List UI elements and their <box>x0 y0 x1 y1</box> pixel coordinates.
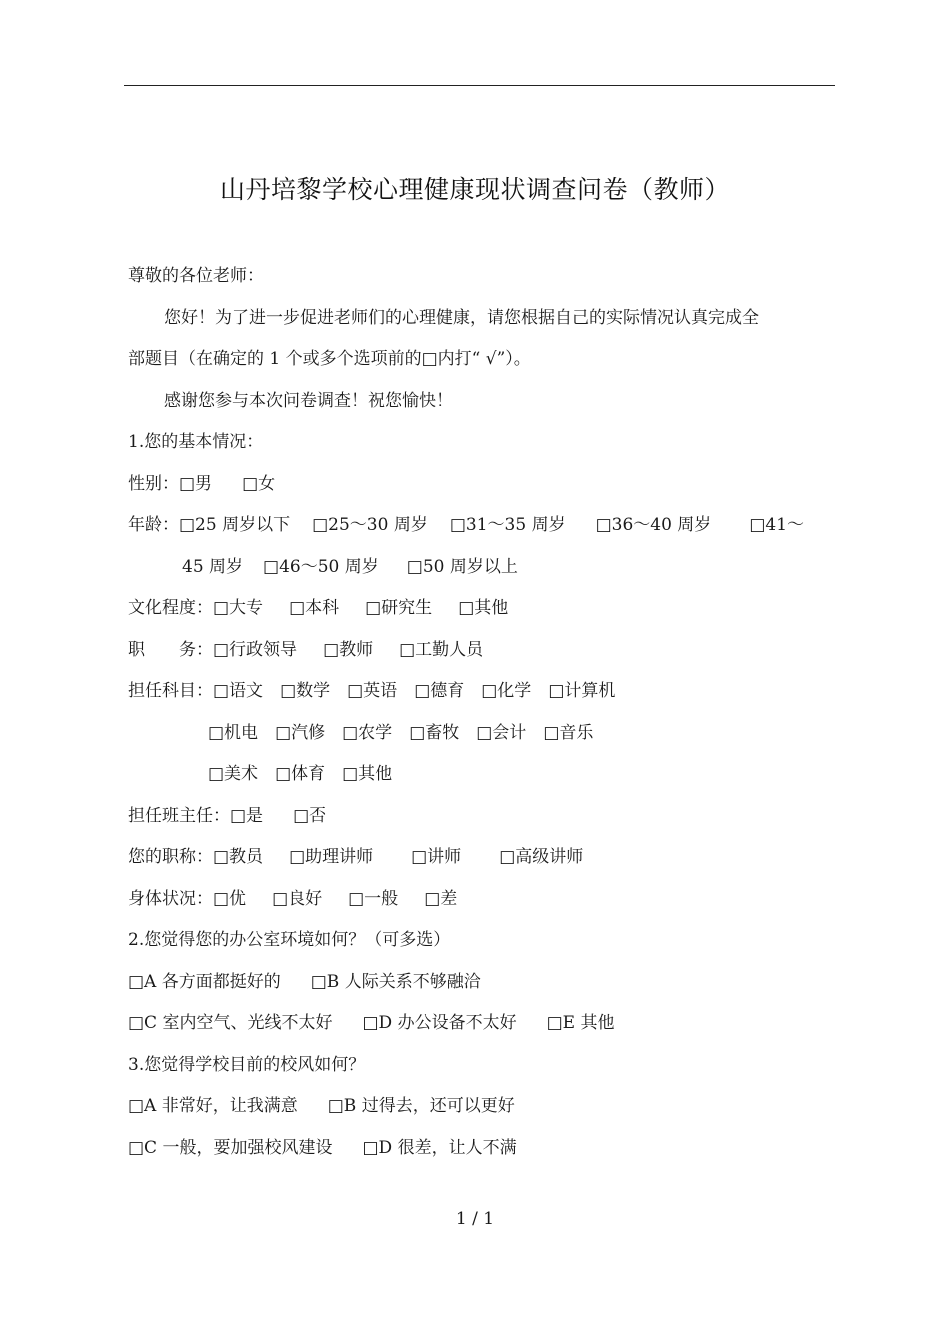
subjects-row-1 <box>128 680 615 702</box>
education-option-associate[interactable]: □大专 <box>213 598 264 618</box>
title-rank-option-assistant-lecturer[interactable]: □助理讲师 <box>289 847 374 867</box>
homeroom-row <box>128 805 326 827</box>
gender-label: 性别： <box>128 474 179 494</box>
subject-option-animal-husbandry[interactable]: □畜牧 <box>409 723 460 743</box>
position-row <box>128 639 483 661</box>
position-label: 职 务： <box>128 640 213 660</box>
subject-option-moral[interactable]: □德育 <box>414 681 465 701</box>
subject-option-chinese[interactable]: □语文 <box>213 681 264 701</box>
education-label: 文化程度： <box>128 598 213 618</box>
age-row-2 <box>182 556 518 578</box>
q3-row-2 <box>128 1137 517 1159</box>
subject-option-auto-repair[interactable]: □汽修 <box>275 723 326 743</box>
q1-heading: 1.您的基本情况： <box>128 432 264 452</box>
q3-option-c[interactable]: □C 一般，要加强校风建设 <box>128 1138 333 1158</box>
subject-option-english[interactable]: □英语 <box>347 681 398 701</box>
q3-option-b[interactable]: □B 过得去，还可以更好 <box>327 1096 515 1116</box>
age-option-over-50[interactable]: □50 周岁以上 <box>406 557 518 577</box>
page-title: 山丹培黎学校心理健康现状调查问卷（教师） <box>219 175 730 204</box>
homeroom-label: 担任班主任： <box>128 806 230 826</box>
subject-option-agriculture[interactable]: □农学 <box>342 723 393 743</box>
age-option-36-40[interactable]: □36～40 周岁 <box>595 515 712 535</box>
health-option-poor[interactable]: □差 <box>424 889 458 909</box>
greeting: 尊敬的各位老师： <box>128 266 264 286</box>
age-option-31-35[interactable]: □31～35 周岁 <box>449 515 566 535</box>
subjects-row-2 <box>208 722 593 744</box>
q2-option-c[interactable]: □C 室内空气、光线不太好 <box>128 1013 333 1033</box>
health-option-excellent[interactable]: □优 <box>213 889 247 909</box>
title-rank-option-senior-lecturer[interactable]: □高级讲师 <box>499 847 584 867</box>
age-option-41-45-cont: 45 周岁 <box>182 557 244 577</box>
q2-option-b[interactable]: □B 人际关系不够融洽 <box>310 972 481 992</box>
subject-option-pe[interactable]: □体育 <box>275 764 326 784</box>
q3-option-d[interactable]: □D 很差，让人不满 <box>362 1138 517 1158</box>
age-option-under-25[interactable]: □25 周岁以下 <box>179 515 291 535</box>
subjects-label: 担任科目： <box>128 681 213 701</box>
title-rank-row <box>128 846 583 868</box>
q2-row-1 <box>128 971 481 993</box>
gender-row <box>128 473 275 495</box>
age-option-46-50[interactable]: □46～50 周岁 <box>263 557 379 577</box>
age-row-1 <box>128 514 804 536</box>
q2-option-e[interactable]: □E 其他 <box>546 1013 615 1033</box>
homeroom-option-yes[interactable]: □是 <box>230 806 264 826</box>
position-option-staff[interactable]: □工勤人员 <box>399 640 484 660</box>
education-option-graduate[interactable]: □研究生 <box>365 598 433 618</box>
age-label: 年龄： <box>128 515 179 535</box>
homeroom-option-no[interactable]: □否 <box>293 806 327 826</box>
education-option-other[interactable]: □其他 <box>458 598 509 618</box>
title-rank-option-lecturer[interactable]: □讲师 <box>411 847 462 867</box>
q2-heading: 2.您觉得您的办公室环境如何？（可多选） <box>128 930 451 950</box>
intro-line-1: 您好！为了进一步促进老师们的心理健康，请您根据自己的实际情况认真完成全 <box>164 308 759 328</box>
q2-option-a[interactable]: □A 各方面都挺好的 <box>128 972 281 992</box>
position-option-teacher[interactable]: □教师 <box>323 640 374 660</box>
title-rank-label: 您的职称： <box>128 847 213 867</box>
subject-option-math[interactable]: □数学 <box>280 681 331 701</box>
position-option-admin[interactable]: □行政领导 <box>213 640 298 660</box>
health-option-good[interactable]: □良好 <box>272 889 323 909</box>
q3-row-1 <box>128 1095 515 1117</box>
gender-option-male[interactable]: □男 <box>179 474 213 494</box>
thanks-line: 感谢您参与本次问卷调查！祝您愉快！ <box>164 391 453 411</box>
gender-option-female[interactable]: □女 <box>242 474 276 494</box>
health-option-average[interactable]: □一般 <box>348 889 399 909</box>
age-option-41-45[interactable]: □41～ <box>749 515 805 535</box>
q2-option-d[interactable]: □D 办公设备不太好 <box>362 1013 517 1033</box>
education-option-bachelor[interactable]: □本科 <box>289 598 340 618</box>
education-row <box>128 597 508 619</box>
subjects-row-3 <box>208 763 392 785</box>
q3-option-a[interactable]: □A 非常好，让我满意 <box>128 1096 298 1116</box>
subject-option-art[interactable]: □美术 <box>208 764 259 784</box>
q3-heading: 3.您觉得学校目前的校风如何？ <box>128 1055 366 1075</box>
page-number: 1 / 1 <box>455 1209 495 1229</box>
intro-line-2: 部题目（在确定的 1 个或多个选项前的□内打“ √”）。 <box>128 349 531 369</box>
subject-option-music[interactable]: □音乐 <box>543 723 594 743</box>
subject-option-chemistry[interactable]: □化学 <box>481 681 532 701</box>
subject-option-computer[interactable]: □计算机 <box>548 681 616 701</box>
subject-option-electromechanical[interactable]: □机电 <box>208 723 259 743</box>
subject-option-other[interactable]: □其他 <box>342 764 393 784</box>
header-rule <box>124 85 835 86</box>
health-label: 身体状况： <box>128 889 213 909</box>
subject-option-accounting[interactable]: □会计 <box>476 723 527 743</box>
health-row <box>128 888 457 910</box>
title-rank-option-instructor[interactable]: □教员 <box>213 847 264 867</box>
age-option-25-30[interactable]: □25～30 周岁 <box>312 515 428 535</box>
q2-row-2 <box>128 1012 614 1034</box>
